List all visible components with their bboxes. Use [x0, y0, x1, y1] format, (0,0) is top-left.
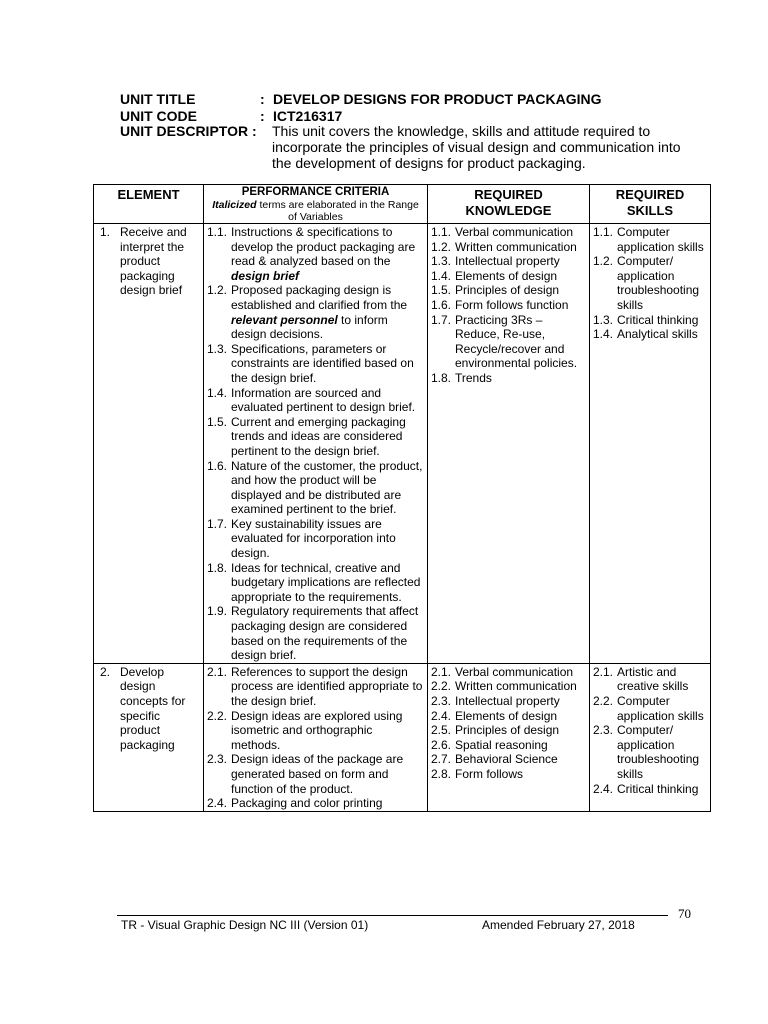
- list-item: [593, 782, 707, 797]
- skills-list: [593, 225, 707, 342]
- skills-list: [593, 665, 707, 796]
- item-text: Behavioral Science: [455, 752, 558, 767]
- item-number: 1.6.: [431, 297, 452, 312]
- criteria-list: [207, 225, 424, 663]
- item-text: Trends: [455, 370, 492, 385]
- list-item: [593, 327, 707, 342]
- item-number: 1.2.: [593, 254, 614, 269]
- item-number: 2.7.: [431, 752, 452, 767]
- criteria-cell: [204, 663, 428, 811]
- item-text: Practicing 3Rs – Reduce, Re-use, Recycle/recover and environmental policies.: [455, 312, 578, 371]
- item-number: 2.5.: [431, 723, 452, 738]
- item-text: Written communication: [455, 679, 577, 694]
- list-item: [593, 254, 707, 312]
- item-number: 1.3.: [207, 341, 228, 356]
- item-text: Principles of design: [455, 723, 560, 738]
- list-item: [593, 723, 707, 781]
- item-text: Critical thinking: [617, 781, 699, 796]
- item-text: Elements of design: [455, 268, 558, 283]
- list-item: [207, 342, 424, 386]
- element-cell: [94, 224, 204, 664]
- unit-title-value: DEVELOP DESIGNS FOR PRODUCT PACKAGING: [273, 91, 602, 107]
- item-text: Computer application skills: [617, 225, 704, 254]
- item-text: Design ideas of the package are generated based on form and function of the product.: [231, 752, 404, 796]
- item-text: Elements of design: [455, 708, 558, 723]
- list-item: [593, 225, 707, 254]
- criteria-cell: [204, 224, 428, 664]
- item-text: Key sustainability issues are evaluated for incorporation into design.: [231, 516, 396, 561]
- item-number: 1.4.: [207, 385, 228, 400]
- list-item: [431, 240, 586, 255]
- item-text: Ideas for technical, creative and budgetary implications are reflected appropriate to the requirements.: [231, 560, 421, 604]
- item-text: Principles of design: [455, 283, 560, 298]
- item-number: 1.6.: [207, 458, 228, 473]
- item-number: 1.3.: [431, 254, 452, 269]
- table-row: [94, 663, 711, 811]
- element-item: [97, 665, 200, 753]
- item-text: Verbal communication: [455, 664, 574, 679]
- list-item: [207, 796, 424, 811]
- list-item: [593, 665, 707, 694]
- competency-table: [93, 184, 711, 812]
- footer-left-text: TR - Visual Graphic Design NC III (Version 01): [121, 918, 369, 932]
- skills-cell: [590, 663, 711, 811]
- item-text: Information are sourced and evaluated pertinent to design brief.: [231, 385, 416, 415]
- item-number: 1.4.: [593, 327, 614, 342]
- item-text: Computer/ application troubleshooting skills: [617, 723, 700, 781]
- list-item: [431, 723, 586, 738]
- item-number: 2.8.: [431, 766, 452, 781]
- item-number: 2.2.: [593, 694, 614, 708]
- element-item: [97, 225, 200, 298]
- knowledge-cell: [428, 663, 590, 811]
- list-item: [207, 665, 424, 709]
- table-row: [94, 224, 711, 664]
- footer-divider: [117, 915, 668, 916]
- list-item: [431, 371, 586, 386]
- list-item: [431, 313, 586, 371]
- item-text: Form follows function: [455, 297, 569, 312]
- unit-descriptor-label: UNIT DESCRIPTOR :: [120, 123, 257, 139]
- item-text: Computer/ application troubleshooting skills: [617, 254, 700, 312]
- criteria-list: [207, 665, 424, 811]
- range-term: relevant personnel: [231, 312, 338, 327]
- item-text: Computer application skills: [617, 694, 704, 723]
- element-number: 2.: [100, 664, 111, 679]
- list-item: [431, 254, 586, 269]
- item-number: 1.2.: [207, 283, 228, 298]
- header-element: ELEMENT: [94, 185, 204, 224]
- skills-cell: [590, 224, 711, 664]
- item-number: 2.4.: [593, 781, 614, 796]
- element-text: Develop design concepts for specific product packaging: [120, 664, 186, 752]
- range-term: design brief: [231, 268, 300, 283]
- list-item: [431, 269, 586, 284]
- item-number: 2.2.: [431, 679, 452, 694]
- item-text: Regulatory requirements that affect packaging design are considered based on the requirements of the design brief.: [231, 604, 419, 663]
- item-number: 2.3.: [431, 694, 452, 708]
- item-number: 1.5.: [207, 414, 228, 429]
- list-item: [431, 679, 586, 694]
- item-number: 1.2.: [431, 239, 452, 254]
- item-number: 2.2.: [207, 708, 228, 723]
- list-item: [431, 665, 586, 680]
- list-item: [207, 225, 424, 283]
- table-header-row: [94, 185, 711, 224]
- list-item: [593, 313, 707, 328]
- list-item: [207, 561, 424, 605]
- unit-title-label: UNIT TITLE: [120, 91, 196, 107]
- list-item: [431, 738, 586, 753]
- item-text: References to support the design process are identified appropriate to the design brief.: [231, 664, 423, 708]
- item-text: Written communication: [455, 239, 577, 254]
- list-item: [431, 767, 586, 782]
- item-number: 1.8.: [431, 370, 452, 385]
- list-item: [431, 709, 586, 724]
- colon: :: [260, 91, 265, 107]
- item-text-pre: Proposed packaging design is established and clarified from the: [231, 283, 408, 312]
- item-number: 1.5.: [431, 283, 452, 298]
- list-item: [431, 298, 586, 313]
- item-text: Nature of the customer, the product, and how the product will be displayed and be distributed are examined pertinent to the brief.: [231, 458, 423, 517]
- item-text: Spatial reasoning: [455, 737, 548, 752]
- knowledge-cell: [428, 224, 590, 664]
- pc-note-rest: terms are elaborated in the Range of Variables: [256, 199, 419, 223]
- header-performance-criteria-note: [207, 199, 424, 223]
- item-number: 2.3.: [207, 752, 228, 767]
- item-text: Intellectual property: [455, 694, 560, 708]
- item-number: 2.4.: [431, 708, 452, 723]
- item-number: 2.4.: [207, 796, 228, 811]
- item-text: Artistic and creative skills: [617, 664, 689, 694]
- item-text: [231, 283, 424, 341]
- item-text: Form follows: [455, 766, 524, 781]
- colon: :: [260, 108, 265, 124]
- item-text: Verbal communication: [455, 225, 574, 239]
- element-text: Receive and interpret the product packaging design brief: [120, 225, 187, 298]
- item-number: 2.6.: [431, 737, 452, 752]
- item-text: Current and emerging packaging trends and ideas are considered pertinent to the design brief.: [231, 414, 406, 458]
- list-item: [207, 415, 424, 459]
- list-item: [207, 709, 424, 753]
- header-performance-criteria-title: PERFORMANCE CRITERIA: [241, 186, 390, 198]
- list-item: [431, 694, 586, 709]
- header-required-knowledge: REQUIRED KNOWLEDGE: [428, 185, 590, 224]
- item-text: Critical thinking: [617, 312, 699, 327]
- item-text-post: to inform design decisions.: [231, 312, 388, 342]
- item-number: 1.1.: [593, 225, 614, 239]
- list-item: [207, 517, 424, 561]
- item-number: 2.1.: [593, 664, 614, 679]
- element-number: 1.: [100, 225, 111, 239]
- list-item: [207, 386, 424, 415]
- item-number: 1.7.: [431, 312, 452, 327]
- header-performance-criteria: [204, 185, 428, 224]
- list-item: [207, 604, 424, 662]
- footer-right-text: Amended February 27, 2018: [482, 918, 635, 932]
- item-number: 1.1.: [431, 225, 452, 239]
- item-number: 1.1.: [207, 225, 228, 239]
- list-item: [431, 225, 586, 240]
- item-text: Specifications, parameters or constraints are identified based on the design brief.: [231, 341, 414, 385]
- element-cell: [94, 663, 204, 811]
- list-item: [207, 283, 424, 341]
- list-item: [593, 694, 707, 723]
- item-number: 1.7.: [207, 516, 228, 531]
- item-text-pre: Instructions & specifications to develop the product packaging are read & analyzed based on the: [231, 225, 416, 269]
- unit-descriptor-value: This unit covers the knowledge, skills and attitude required to incorporate the principles of visual design and communication into the development of designs for product packaging.: [272, 123, 681, 171]
- list-item: [207, 752, 424, 796]
- item-text: Packaging and color printing: [231, 796, 383, 811]
- unit-code-label: UNIT CODE: [120, 108, 197, 124]
- unit-code-value: ICT216317: [273, 108, 343, 124]
- item-number: 2.1.: [431, 664, 452, 679]
- header-required-skills: REQUIRED SKILLS: [590, 185, 711, 224]
- item-text: Analytical skills: [617, 327, 698, 342]
- pc-note-italic: Italicized: [212, 199, 257, 211]
- list-item: [431, 752, 586, 767]
- item-number: 1.9.: [207, 604, 228, 619]
- knowledge-list: [431, 225, 586, 386]
- item-number: 1.3.: [593, 312, 614, 327]
- item-text: Design ideas are explored using isometric and orthographic methods.: [231, 708, 403, 752]
- item-number: 1.8.: [207, 560, 228, 575]
- item-number: 1.4.: [431, 268, 452, 283]
- item-number: 2.1.: [207, 664, 228, 679]
- knowledge-list: [431, 665, 586, 782]
- item-text: Intellectual property: [455, 254, 560, 269]
- page-number: 70: [678, 906, 691, 921]
- list-item: [207, 459, 424, 517]
- list-item: [431, 283, 586, 298]
- item-number: 2.3.: [593, 723, 614, 738]
- item-text: [231, 225, 424, 283]
